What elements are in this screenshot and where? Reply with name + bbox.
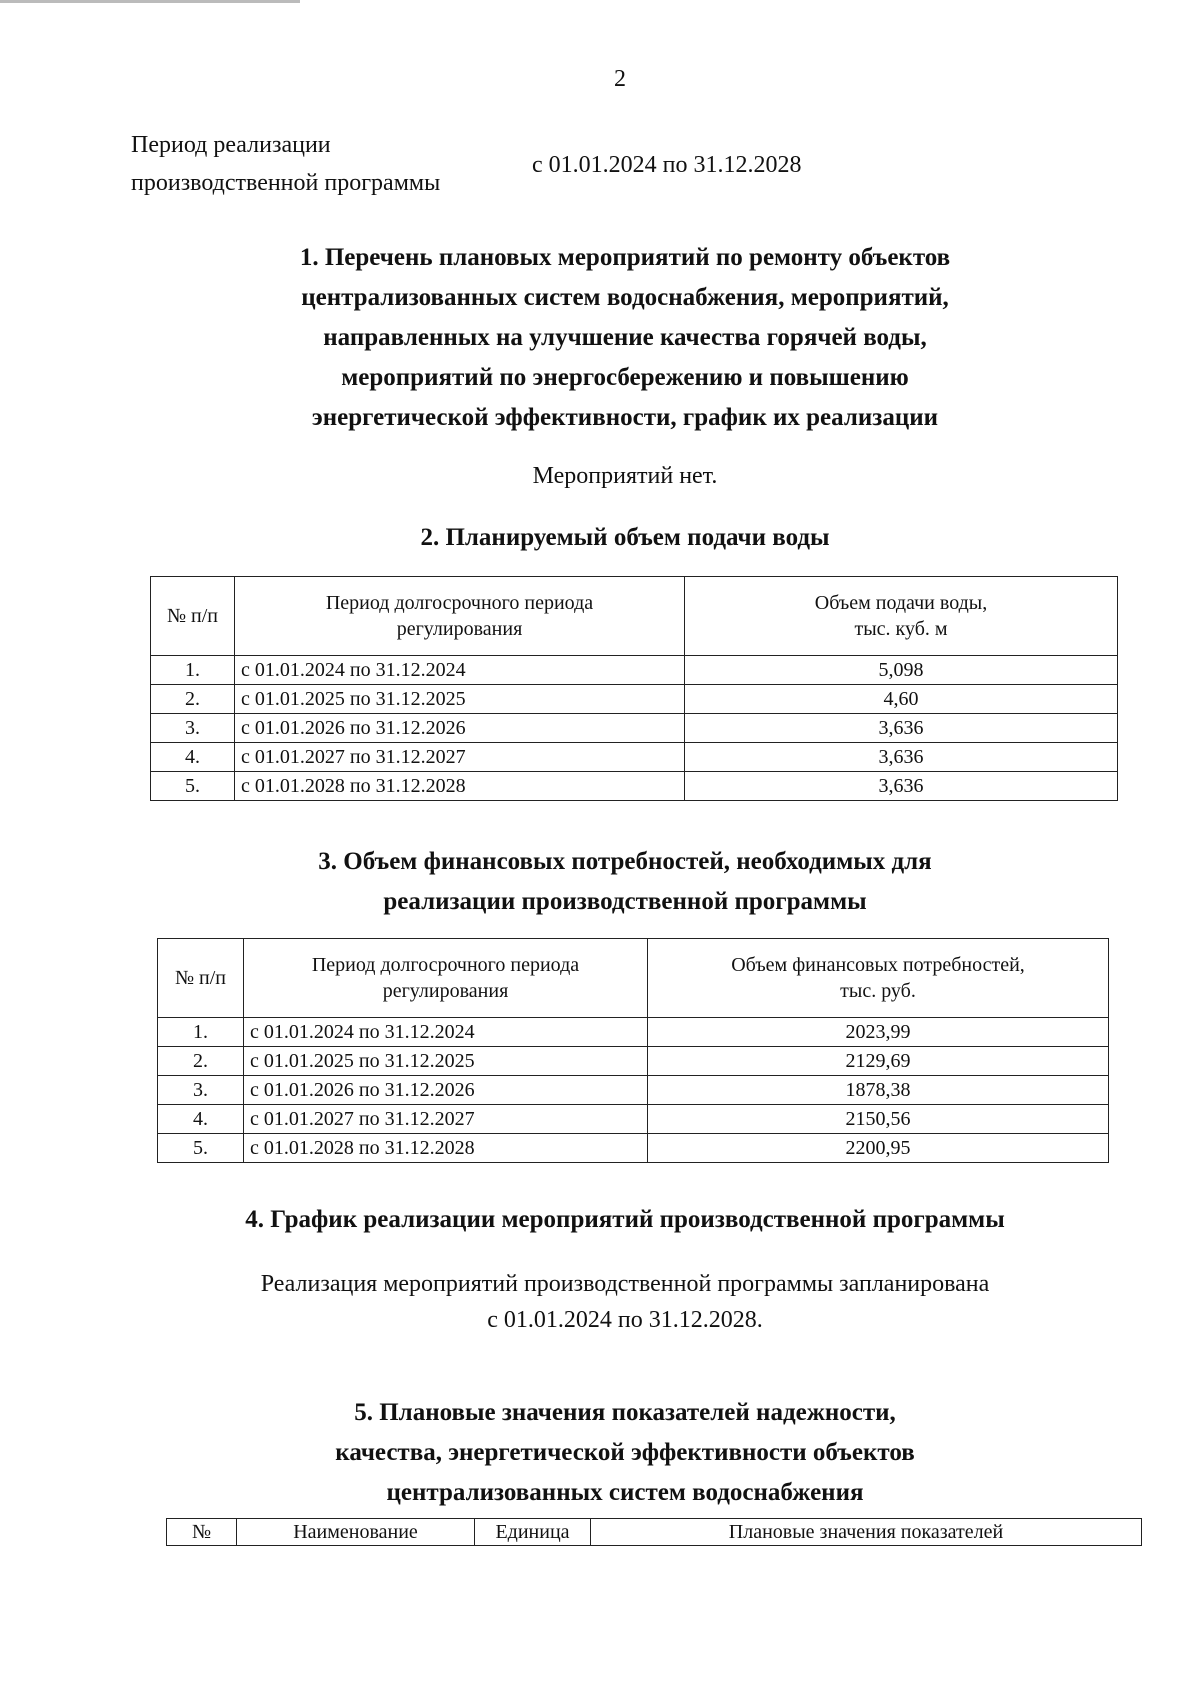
table-row	[151, 656, 1118, 685]
row-num: 1.	[158, 1018, 244, 1047]
row-value: 5,098	[685, 656, 1118, 685]
header-value-line1: Объем подачи воды,	[814, 592, 988, 614]
header-value	[685, 577, 1118, 656]
row-num: 3.	[151, 714, 235, 743]
row-value: 1878,38	[648, 1076, 1109, 1105]
section1-title-line: 1. Перечень плановых мероприятий по ремонту объектов	[299, 244, 951, 271]
row-value: 4,60	[685, 685, 1118, 714]
table-row	[158, 1047, 1109, 1076]
period-label	[131, 126, 440, 202]
row-value: 3,636	[685, 743, 1118, 772]
row-num: 4.	[158, 1105, 244, 1134]
section1-title-line: мероприятий по энергосбережению и повышению	[341, 364, 909, 391]
header-value-line2: тыс. руб.	[840, 980, 916, 1002]
section3-title-line: реализации производственной программы	[383, 888, 867, 915]
section4-title-line: 4. График реализации мероприятий производственной программы	[245, 1206, 1005, 1233]
header-period	[235, 577, 685, 656]
row-period: с 01.01.2024 по 31.12.2024	[244, 1018, 648, 1047]
table-row	[158, 1105, 1109, 1134]
header-name: Наименование	[237, 1519, 475, 1546]
header-num: № п/п	[151, 577, 235, 656]
section1-title-line: централизованных систем водоснабжения, мероприятий,	[301, 284, 949, 311]
period-label-line2: производственной программы	[131, 170, 441, 196]
row-value: 3,636	[685, 772, 1118, 801]
row-value: 2150,56	[648, 1105, 1109, 1134]
row-value: 2200,95	[648, 1134, 1109, 1163]
water-volume-table	[150, 576, 1118, 801]
scan-edge-line	[0, 0, 300, 3]
row-period: с 01.01.2026 по 31.12.2026	[244, 1076, 648, 1105]
header-value-line1: Объем финансовых потребностей,	[731, 954, 1025, 976]
row-value: 2129,69	[648, 1047, 1109, 1076]
table-row	[158, 1076, 1109, 1105]
section5-title-line: качества, энергетической эффективности объектов	[335, 1439, 915, 1466]
header-unit: Единица	[475, 1519, 591, 1546]
row-period: с 01.01.2025 по 31.12.2025	[235, 685, 685, 714]
financial-needs-table	[157, 938, 1109, 1163]
page-number: 2	[614, 66, 626, 92]
section2-title	[0, 518, 1200, 558]
header-period-line1: Период долгосрочного периода	[325, 592, 594, 614]
section5-title-line: централизованных систем водоснабжения	[386, 1479, 864, 1506]
header-period-line1: Период долгосрочного периода	[311, 954, 580, 976]
header-values: Плановые значения показателей	[591, 1519, 1142, 1546]
section4-text-line2: с 01.01.2024 по 31.12.2028.	[487, 1307, 763, 1333]
header-period-line2: регулирования	[382, 980, 509, 1002]
row-num: 3.	[158, 1076, 244, 1105]
section5-title	[0, 1393, 1200, 1513]
row-period: с 01.01.2025 по 31.12.2025	[244, 1047, 648, 1076]
section4-text	[0, 1266, 1200, 1338]
row-num: 5.	[151, 772, 235, 801]
table-row	[151, 743, 1118, 772]
row-num: 4.	[151, 743, 235, 772]
row-num: 2.	[151, 685, 235, 714]
section1-title-line: направленных на улучшение качества горячей воды,	[323, 324, 927, 351]
row-num: 5.	[158, 1134, 244, 1163]
period-label-line1: Период реализации	[131, 132, 331, 158]
period-value: с 01.01.2024 по 31.12.2028	[532, 152, 802, 178]
row-period: с 01.01.2027 по 31.12.2027	[235, 743, 685, 772]
header-period	[244, 939, 648, 1018]
row-period: с 01.01.2028 по 31.12.2028	[244, 1134, 648, 1163]
header-period-line2: регулирования	[396, 618, 523, 640]
table-row	[151, 685, 1118, 714]
row-period: с 01.01.2027 по 31.12.2027	[244, 1105, 648, 1134]
table-row	[151, 772, 1118, 801]
row-period: с 01.01.2024 по 31.12.2024	[235, 656, 685, 685]
header-value	[648, 939, 1109, 1018]
row-num: 2.	[158, 1047, 244, 1076]
table-header-row	[151, 577, 1118, 656]
section1-text: Мероприятий нет.	[532, 463, 718, 489]
section1-title-line: энергетической эффективности, график их реализации	[311, 404, 939, 431]
table-header-row	[167, 1519, 1142, 1546]
section4-text-line1: Реализация мероприятий производственной программы запланирована	[260, 1271, 990, 1297]
row-value: 3,636	[685, 714, 1118, 743]
section4-title	[0, 1200, 1200, 1240]
section3-title-line: 3. Объем финансовых потребностей, необходимых для	[318, 848, 932, 875]
table-header-row	[158, 939, 1109, 1018]
section3-title	[0, 842, 1200, 922]
section5-title-line: 5. Плановые значения показателей надежности,	[354, 1399, 896, 1426]
table-row	[151, 714, 1118, 743]
table-row	[158, 1018, 1109, 1047]
header-value-line2: тыс. куб. м	[854, 618, 948, 640]
indicators-table	[166, 1518, 1142, 1546]
row-num: 1.	[151, 656, 235, 685]
row-value: 2023,99	[648, 1018, 1109, 1047]
row-period: с 01.01.2026 по 31.12.2026	[235, 714, 685, 743]
row-period: с 01.01.2028 по 31.12.2028	[235, 772, 685, 801]
header-num: №	[167, 1519, 237, 1546]
table-row	[158, 1134, 1109, 1163]
header-num: № п/п	[158, 939, 244, 1018]
section1-title	[0, 238, 1200, 438]
section2-title-line: 2. Планируемый объем подачи воды	[420, 524, 830, 551]
